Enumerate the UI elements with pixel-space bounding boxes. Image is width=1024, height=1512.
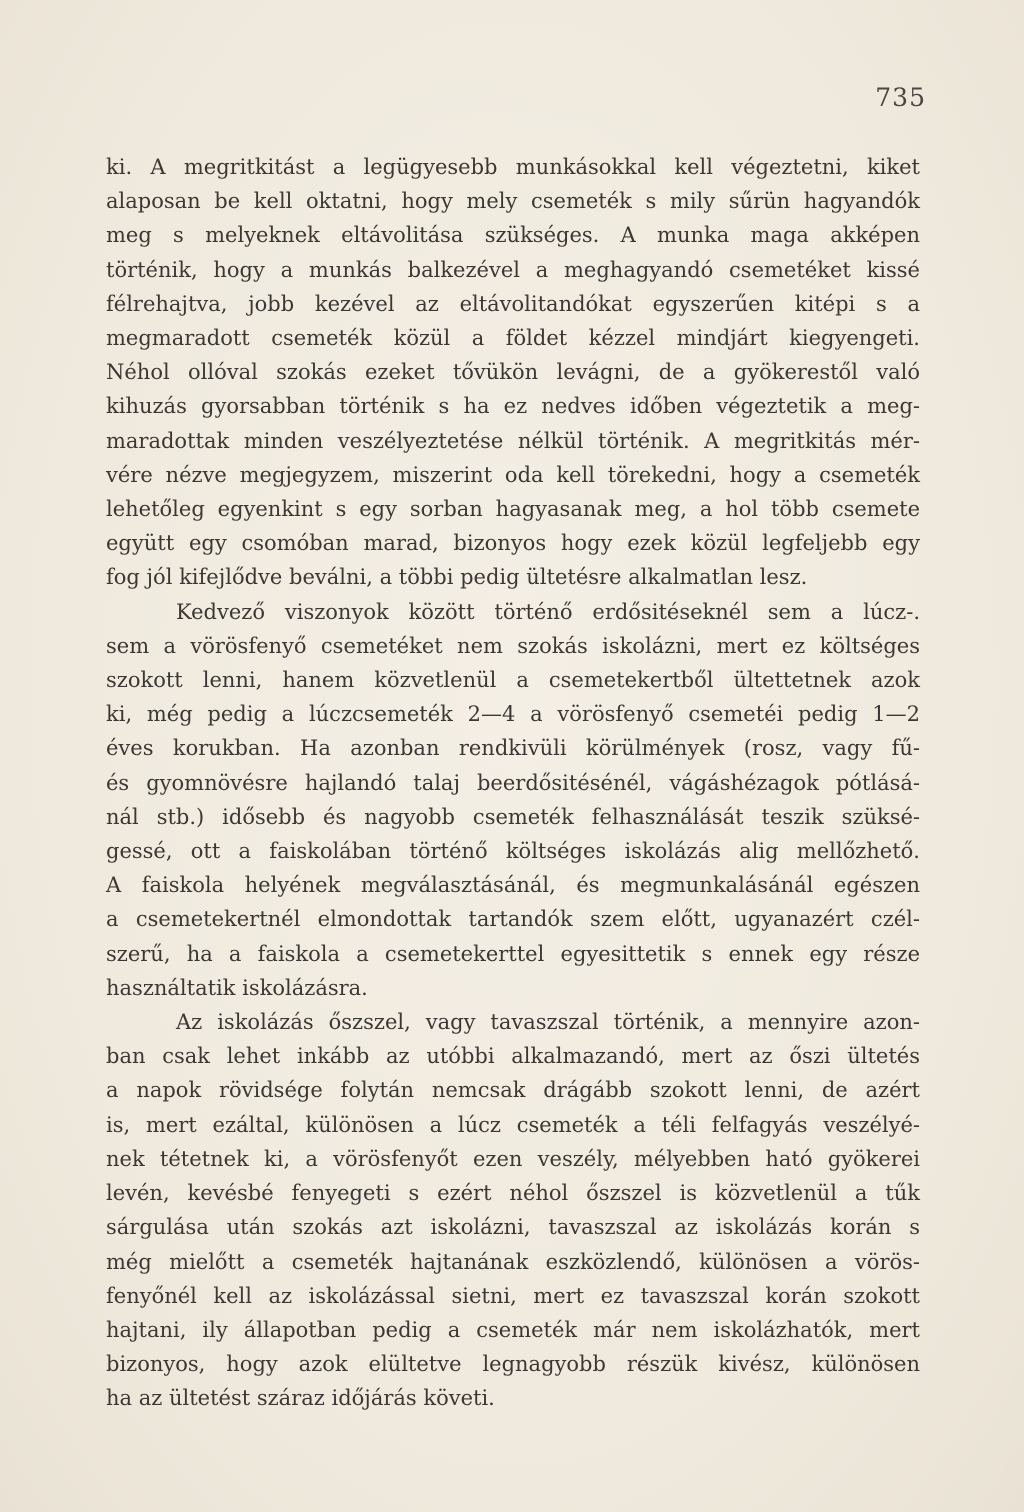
text-line: lehetőleg egyenkint s egy sorban hagyasanak meg, a hol több csemete [106, 497, 920, 522]
text-line: megmaradott csemeték közül a földet kézzel mindjárt kiegyengeti. [106, 326, 920, 351]
text-line: Az iskolázás őszszel, vagy tavaszszal történik, a mennyire azon- [176, 1010, 920, 1035]
text-line: bizonyos, hogy azok elültetve legnagyobb részük kivész, különösen [106, 1352, 920, 1377]
text-line: ban csak lehet inkább az utóbbi alkalmazandó, mert az őszi ültetés [106, 1044, 920, 1069]
text-line: éves korukban. Ha azonban rendkivüli körülmények (rosz, vagy fű- [106, 736, 920, 761]
text-line: ha az ültetést száraz időjárás követi. [106, 1386, 495, 1411]
text-line: együtt egy csomóban marad, bizonyos hogy ezek közül legfeljebb egy [106, 531, 920, 556]
text-line: nál stb.) idősebb és nagyobb csemeték felhasználását teszik szüksé- [106, 804, 920, 829]
text-line: a csemetekertnél elmondottak tartandók szem előtt, ugyanazért czél- [106, 907, 920, 932]
text-line: vére nézve megjegyzem, miszerint oda kell törekedni, hogy a csemeték [106, 462, 920, 487]
text-line: kihuzás gyorsabban történik s ha ez nedves időben végeztetik a meg- [106, 394, 920, 419]
text-line: levén, kevésbé fenyegeti s ezért néhol őszszel is közvetlenül a tűk [106, 1181, 920, 1206]
text-line: ki, még pedig a lúczcsemeték 2—4 a vörösfenyő csemetéi pedig 1—2 [106, 702, 920, 727]
text-line: félrehajtva, jobb kezével az eltávolitandókat egyszerűen kitépi s a [106, 291, 920, 316]
text-line: maradottak minden veszélyeztetése nélkül történik. A megritkitás mér- [106, 428, 920, 453]
paragraph [106, 1005, 920, 1415]
paragraph [106, 150, 920, 595]
text-line: sem a vörösfenyő csemetéket nem szokás iskolázni, mert ez költséges [106, 633, 920, 658]
text-line: szokott lenni, hanem közvetlenül a csemetekertből ültettetnek azok [106, 668, 920, 693]
page-number: 735 [875, 83, 926, 112]
text-line: meg s melyeknek eltávolitása szükséges. A munka maga akképen [106, 223, 920, 248]
text-line: fog jól kifejlődve beválni, a többi pedig ültetésre alkalmatlan lesz. [106, 565, 808, 590]
text-line: gessé, ott a faiskolában történő költséges iskolázás alig mellőzhető. [106, 839, 920, 864]
text-line: és gyomnövésre hajlandó talaj beerdősitésénél, vágáshézagok pótlásá- [106, 770, 920, 795]
text-line: hajtani, ily állapotban pedig a csemeték már nem iskolázhatók, mert [106, 1317, 920, 1342]
text-line: a napok rövidsége folytán nemcsak drágább szokott lenni, de azért [106, 1078, 920, 1103]
text-line: még mielőtt a csemeték hajtanának eszközlendő, különösen a vörös- [106, 1249, 920, 1274]
text-line: sárgulása után szokás azt iskolázni, tavaszszal az iskolázás korán s [106, 1215, 920, 1240]
paragraph [106, 595, 920, 1005]
text-line: ki. A megritkitást a legügyesebb munkásokkal kell végeztetni, kiket [106, 155, 920, 179]
text-line: nek tétetnek ki, a vörösfenyőt ezen veszély, mélyebben ható gyökerei [106, 1146, 920, 1171]
text-line: szerű, ha a faiskola a csemetekerttel egyesittetik s ennek egy része [106, 941, 920, 966]
text-line: történik, hogy a munkás balkezével a meghagyandó csemetéket kissé [106, 257, 920, 282]
text-line: A faiskola helyének megválasztásánál, és megmunkalásánál egészen [106, 873, 920, 898]
text-line: használtatik iskolázásra. [106, 975, 368, 1000]
text-line: alaposan be kell oktatni, hogy mely csemeték s mily sűrün hagyandók [106, 189, 920, 214]
text-line: fenyőnél kell az iskolázással sietni, mert ez tavaszszal korán szokott [106, 1283, 920, 1308]
text-line: Kedvező viszonyok között történő erdősitéseknél sem a lúcz-. [176, 599, 920, 624]
text-line: Néhol ollóval szokás ezeket tővükön levágni, de a gyökerestől való [106, 360, 920, 385]
text-line: is, mert ezáltal, különösen a lúcz csemeték a téli felfagyás veszélyé- [106, 1112, 920, 1137]
body-text [106, 150, 920, 1416]
